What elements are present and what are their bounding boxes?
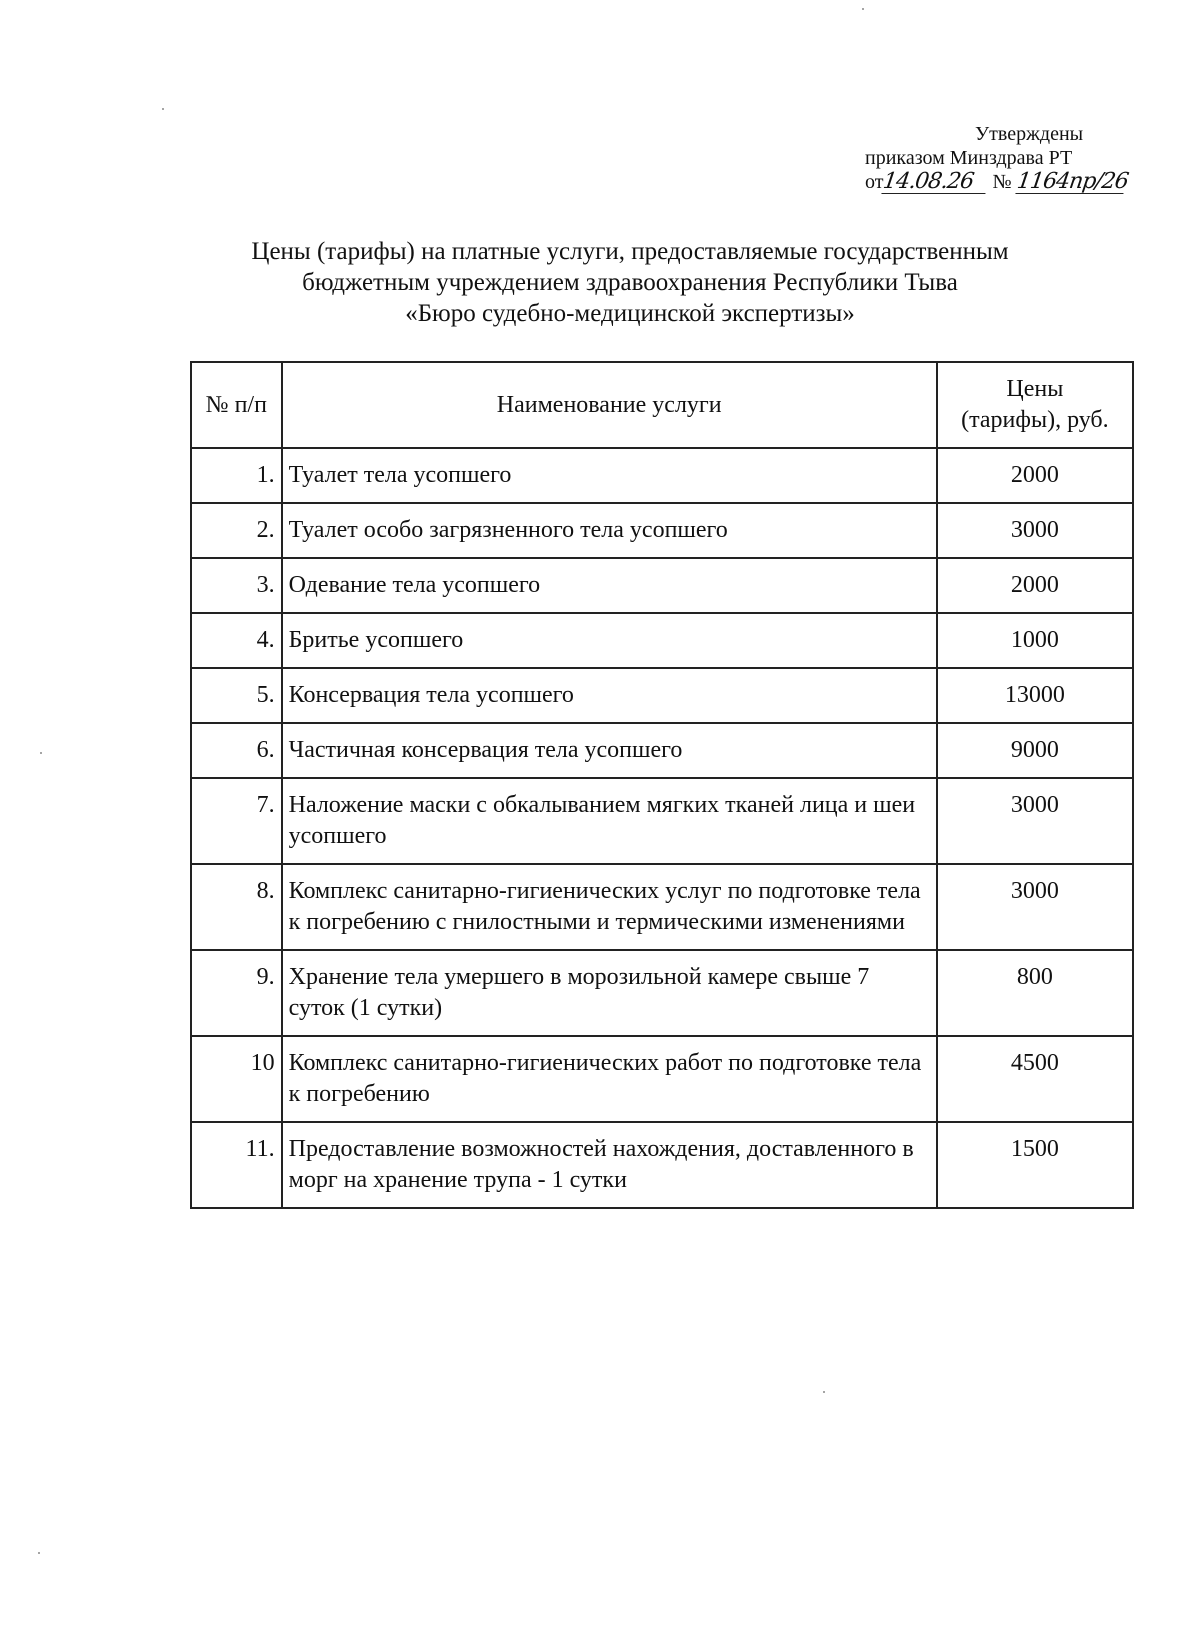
row-price: 3000 <box>937 864 1133 950</box>
row-num: 6. <box>191 723 282 778</box>
title-line-2: бюджетным учреждением здравоохранения Республики Тыва <box>302 269 958 296</box>
row-price: 3000 <box>937 778 1133 864</box>
approval-line-1: Утверждены <box>975 123 1084 145</box>
row-num: 7. <box>191 778 282 864</box>
row-num: 1. <box>191 448 282 503</box>
table-row <box>191 668 1133 723</box>
row-num: 2. <box>191 503 282 558</box>
row-price: 1500 <box>937 1122 1133 1208</box>
row-num: 8. <box>191 864 282 950</box>
row-name: Туалет тела усопшего <box>282 448 937 503</box>
row-num: 3. <box>191 558 282 613</box>
scan-speck <box>823 1391 825 1393</box>
prices-table <box>190 361 1134 1209</box>
table-row <box>191 778 1133 864</box>
table-row <box>191 950 1133 1036</box>
table-row <box>191 864 1133 950</box>
row-num: 5. <box>191 668 282 723</box>
title-line-3: «Бюро судебно-медицинской экспертизы» <box>405 300 855 327</box>
approval-line-3 <box>855 170 1155 196</box>
scan-speck <box>40 752 42 754</box>
table-row <box>191 1122 1133 1208</box>
scan-speck <box>162 108 164 110</box>
handwritten-date: 14.08.26 <box>882 171 989 194</box>
approval-line-2: приказом Минздрава РТ <box>865 147 1073 169</box>
row-price: 3000 <box>937 503 1133 558</box>
from-label: от <box>865 171 884 193</box>
row-name: Комплекс санитарно-гигиенических работ по подготовке тела к погребению <box>282 1036 937 1122</box>
table-row <box>191 613 1133 668</box>
row-price: 9000 <box>937 723 1133 778</box>
row-name: Туалет особо загрязненного тела усопшего <box>282 503 937 558</box>
header-num: № п/п <box>191 362 282 448</box>
table-row <box>191 723 1133 778</box>
row-price: 13000 <box>937 668 1133 723</box>
table-row <box>191 503 1133 558</box>
number-label: № <box>992 171 1012 193</box>
table-body <box>191 448 1133 1208</box>
row-price: 800 <box>937 950 1133 1036</box>
title-line-1: Цены (тарифы) на платные услуги, предоставляемые государственным <box>251 238 1009 265</box>
table-row <box>191 448 1133 503</box>
row-num: 9. <box>191 950 282 1036</box>
row-name: Бритье усопшего <box>282 613 937 668</box>
approval-block <box>855 122 1155 196</box>
table-header-row <box>191 362 1133 448</box>
header-price-line-1: Цены <box>1006 376 1064 402</box>
row-price: 2000 <box>937 558 1133 613</box>
table-row <box>191 1036 1133 1122</box>
document-title <box>190 236 1070 329</box>
row-num: 11. <box>191 1122 282 1208</box>
row-name: Наложение маски с обкалыванием мягких тканей лица и шеи усопшего <box>282 778 937 864</box>
row-price: 4500 <box>937 1036 1133 1122</box>
row-name: Предоставление возможностей нахождения, доставленного в морг на хранение трупа - 1 сутки <box>282 1122 937 1208</box>
header-name: Наименование услуги <box>282 362 937 448</box>
scan-speck <box>38 1552 40 1554</box>
row-name: Консервация тела усопшего <box>282 668 937 723</box>
row-name: Частичная консервация тела усопшего <box>282 723 937 778</box>
table-row <box>191 558 1133 613</box>
row-num: 10 <box>191 1036 282 1122</box>
handwritten-number: 1164пр/26 <box>1014 169 1130 194</box>
header-price-line-2: (тарифы), руб. <box>961 407 1109 433</box>
scan-speck <box>862 8 864 10</box>
row-name: Хранение тела умершего в морозильной камере свыше 7 суток (1 сутки) <box>282 950 937 1036</box>
row-num: 4. <box>191 613 282 668</box>
row-name: Одевание тела усопшего <box>282 558 937 613</box>
row-price: 1000 <box>937 613 1133 668</box>
row-price: 2000 <box>937 448 1133 503</box>
header-price <box>937 362 1133 448</box>
row-name: Комплекс санитарно-гигиенических услуг по подготовке тела к погребению с гнилостными и термическими изменениями <box>282 864 937 950</box>
